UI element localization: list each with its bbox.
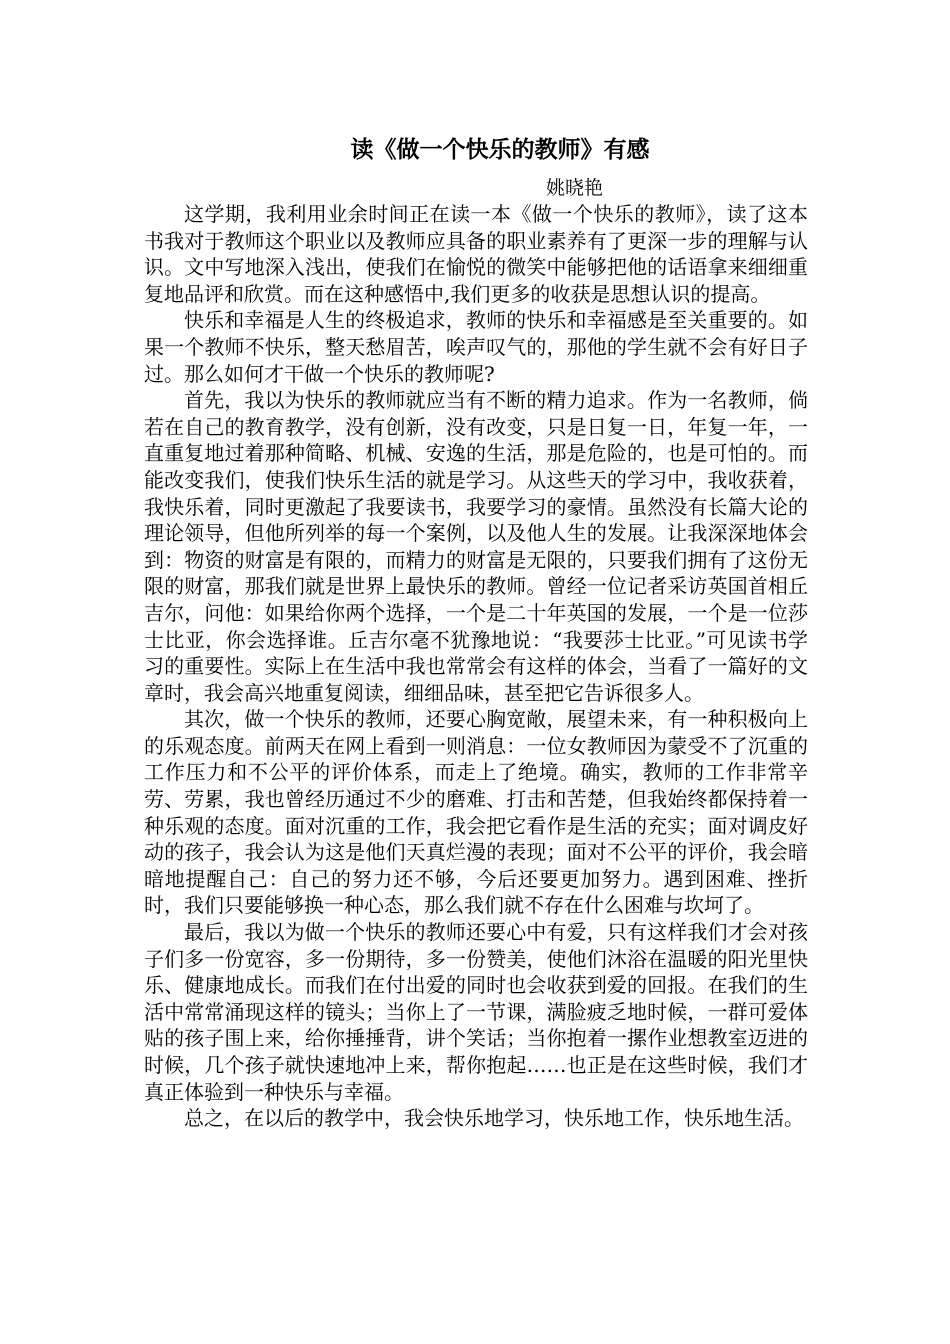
paragraph-first: 首先，我以为快乐的教师就应当有不断的精力追求。作为一名教师，倘若在自己的教育教学，没有创新，没有改变，只是日复一日，年复一年，一直重复地过着那种简略、机械、安逸的生活，那是危险的，也是可怕的。而能改变我们，使我们快乐生活的就是学习。从这些天的学习中，我收获着，我快乐着，同时更激起了我要读书，我要学习的豪情。虽然没有长篇大论的理论领导，但他所列举的每一个案例，以及他人生的发展。让我深深地体会到：物资的财富是有限的，而精力的财富是无限的，只要我们拥有了这份无限的财富，那我们就是世界上最快乐的教师。曾经一位记者采访英国首相丘吉尔，问他：如果给你两个选择，一个是二十年英国的发展，一个是一位莎士比亚，你会选择谁。丘吉尔毫不犹豫地说：“我要莎士比亚。”可见读书学习的重要性。实际上在生活中我也常常会有这样的体会，当看了一篇好的文章时，我会高兴地重复阅读，细细品味，甚至把它告诉很多人。 (144, 388, 808, 705)
paragraph-intro: 这学期，我利用业余时间正在读一本《做一个快乐的教师》，读了这本书我对于教师这个职业以及教师应具备的职业素养有了更深一步的理解与认识。文中写地深入浅出，使我们在愉悦的微笑中能够把他的话语拿来细细重复地品评和欣赏。而在这种感悟中,我们更多的收获是思想认识的提高。 (144, 202, 808, 306)
paragraph-conclusion: 总之，在以后的教学中，我会快乐地学习，快乐地工作，快乐地生活。 (184, 1106, 804, 1131)
paragraph-happiness: 快乐和幸福是人生的终极追求，教师的快乐和幸福感是至关重要的。如果一个教师不快乐，整天愁眉苦，唉声叹气的，那他的学生就不会有好日子过。那么如何才干做一个快乐的教师呢? (144, 308, 808, 386)
document-body (144, 201, 808, 1132)
paragraph-last: 最后，我以为做一个快乐的教师还要心中有爱，只有这样我们才会对孩子们多一份宽容，多一份期待，多一份赞美，使他们沐浴在温暖的阳光里快乐、健康地成长。而我们在付出爱的同时也会收获到爱的回报。在我们的生活中常常涌现这样的镜头；当你上了一节课，满脸疲乏地时候，一群可爱体贴的孩子围上来，给你捶捶背，讲个笑话；当你抱着一摞作业想教室迈进的时候，几个孩子就快速地冲上来，帮你抱起……也正是在这些时候，我们才真正体验到一种快乐与幸福。 (144, 920, 808, 1104)
paragraph-second: 其次，做一个快乐的教师，还要心胸宽敞，展望未来，有一种积极向上的乐观态度。前两天在网上看到一则消息：一位女教师因为蒙受不了沉重的工作压力和不公平的评价体系，而走上了绝境。确实，教师的工作非常辛劳、劳累，我也曾经历通过不少的磨难、打击和苦楚，但我始终都保持着一种乐观的态度。面对沉重的工作，我会把它看作是生活的充实；面对调皮好动的孩子，我会认为这是他们天真烂漫的表现；面对不公平的评价，我会暗暗地提醒自己：自己的努力还不够，今后还要更加努力。遇到困难、挫折时，我们只要能够换一种心态，那么我们就不存在什么困难与坎坷了。 (144, 707, 808, 918)
author-name: 姚晓艳 (546, 177, 604, 199)
document-title: 读《做一个快乐的教师》有感 (350, 137, 650, 163)
